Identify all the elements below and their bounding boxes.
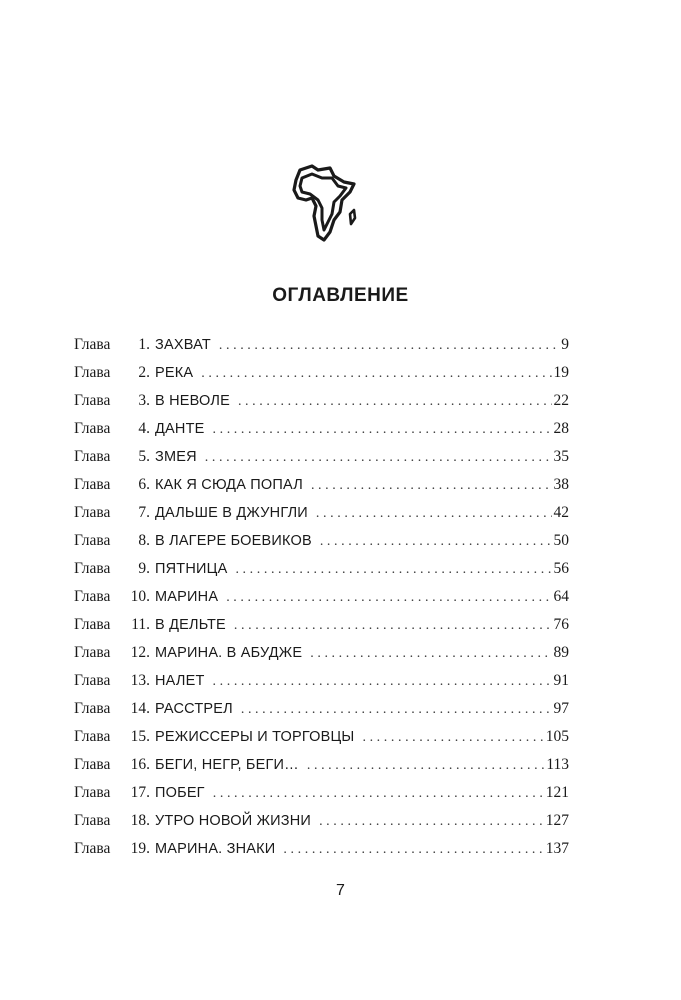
toc-dot-leader	[311, 478, 552, 494]
toc-chapter-word: Глава	[74, 644, 111, 661]
toc-chapter-number: 15.	[130, 728, 150, 745]
toc-chapter-number: 5.	[138, 448, 150, 465]
toc-page-number: 137	[545, 840, 569, 857]
toc-dot-leader	[213, 786, 544, 802]
toc-chapter-word: Глава	[74, 476, 111, 493]
toc-chapter-title: КАК Я СЮДА ПОПАЛ	[155, 477, 303, 493]
toc-dot-leader	[201, 366, 551, 382]
toc-page-number: 50	[553, 532, 569, 549]
toc-chapter-number: 10.	[130, 588, 150, 605]
africa-map-icon	[278, 156, 362, 246]
toc-chapter-number: 16.	[130, 756, 150, 773]
toc-chapter-word: Глава	[74, 784, 111, 801]
toc-chapter-number: 2.	[138, 364, 150, 381]
toc-chapter-number: 6.	[138, 476, 150, 493]
toc-entry	[74, 336, 569, 364]
toc-chapter-number: 14.	[130, 700, 150, 717]
toc-chapter-title: ЗАХВАТ	[155, 337, 211, 353]
toc-chapter-word: Глава	[74, 728, 111, 745]
toc-chapter-number: 11.	[131, 616, 150, 633]
toc-chapter-word: Глава	[74, 840, 111, 857]
toc-dot-leader	[213, 674, 552, 690]
toc-entry	[74, 784, 569, 812]
toc-page-number: 105	[545, 728, 569, 745]
toc-chapter-word: Глава	[74, 448, 111, 465]
toc-dot-leader	[226, 590, 551, 606]
toc-page-number: 22	[553, 392, 569, 409]
toc-entry	[74, 476, 569, 504]
toc-page-number: 19	[553, 364, 569, 381]
toc-page-number: 9	[561, 336, 569, 353]
toc-entry	[74, 504, 569, 532]
toc-chapter-word: Глава	[74, 364, 111, 381]
toc-page-number: 56	[553, 560, 569, 577]
toc-entry	[74, 644, 569, 672]
toc-entry	[74, 728, 569, 756]
toc-page-number: 89	[553, 644, 569, 661]
toc-chapter-word: Глава	[74, 560, 111, 577]
toc-page-number: 42	[553, 504, 569, 521]
toc-dot-leader	[316, 506, 552, 522]
toc-chapter-number: 19.	[130, 840, 150, 857]
toc-dot-leader	[238, 394, 552, 410]
toc-chapter-word: Глава	[74, 336, 111, 353]
toc-dot-leader	[320, 534, 552, 550]
toc-chapter-title: УТРО НОВОЙ ЖИЗНИ	[155, 813, 312, 829]
toc-chapter-number: 17.	[130, 784, 150, 801]
toc-chapter-title: ПЯТНИЦА	[155, 561, 228, 577]
toc-entry	[74, 560, 569, 588]
toc-dot-leader	[241, 702, 552, 718]
toc-chapter-word: Глава	[74, 756, 111, 773]
toc-chapter-title: ДАЛЬШЕ В ДЖУНГЛИ	[155, 505, 308, 521]
toc-chapter-title: МАРИНА. ЗНАКИ	[155, 841, 276, 857]
toc-chapter-title: МАРИНА	[155, 589, 219, 605]
toc-chapter-title: БЕГИ, НЕГР, БЕГИ…	[155, 757, 299, 773]
toc-chapter-title: РЕЖИССЕРЫ И ТОРГОВЦЫ	[155, 729, 355, 745]
toc-entry	[74, 672, 569, 700]
toc-chapter-word: Глава	[74, 812, 111, 829]
toc-chapter-number: 4.	[138, 420, 150, 437]
toc-chapter-word: Глава	[74, 420, 111, 437]
toc-dot-leader	[362, 730, 543, 746]
toc-chapter-number: 18.	[130, 812, 150, 829]
toc-page-number: 121	[545, 784, 569, 801]
toc-dot-leader	[319, 814, 544, 830]
toc-entry	[74, 840, 569, 868]
toc-page-number: 76	[553, 616, 569, 633]
toc-chapter-title: РЕКА	[155, 365, 194, 381]
toc-chapter-number: 8.	[138, 532, 150, 549]
toc-chapter-title: В НЕВОЛЕ	[155, 393, 230, 409]
toc-entry	[74, 700, 569, 728]
toc-entry	[74, 532, 569, 560]
toc-chapter-title: НАЛЕТ	[155, 673, 205, 689]
toc-entry	[74, 616, 569, 644]
toc-page-number: 38	[553, 476, 569, 493]
toc-chapter-number: 13.	[130, 672, 150, 689]
toc-page-number: 28	[553, 420, 569, 437]
toc-chapter-number: 9.	[138, 560, 150, 577]
toc-dot-leader	[213, 422, 552, 438]
toc-chapter-number: 7.	[138, 504, 150, 521]
toc-chapter-word: Глава	[74, 588, 111, 605]
toc-chapter-word: Глава	[74, 672, 111, 689]
toc-page-number: 127	[545, 812, 569, 829]
toc-dot-leader	[219, 338, 559, 354]
toc-entry	[74, 364, 569, 392]
toc-page-number: 35	[553, 448, 569, 465]
toc-chapter-title: В ДЕЛЬТЕ	[155, 617, 226, 633]
toc-chapter-word: Глава	[74, 700, 111, 717]
page-number: 7	[336, 882, 345, 899]
toc-dot-leader	[234, 618, 552, 634]
toc-chapter-title: ЗМЕЯ	[155, 449, 197, 465]
toc-chapter-word: Глава	[74, 616, 111, 633]
toc-page-number: 91	[553, 672, 569, 689]
toc-dot-leader	[283, 842, 543, 858]
toc-entry	[74, 588, 569, 616]
toc-dot-leader	[310, 646, 551, 662]
toc-chapter-number: 1.	[138, 336, 150, 353]
toc-chapter-number: 3.	[138, 392, 150, 409]
toc-chapter-title: РАССТРЕЛ	[155, 701, 233, 717]
toc-chapter-number: 12.	[130, 644, 150, 661]
toc-chapter-word: Глава	[74, 532, 111, 549]
toc-list	[74, 336, 569, 868]
toc-chapter-title: МАРИНА. В АБУДЖЕ	[155, 645, 303, 661]
toc-entry	[74, 812, 569, 840]
toc-dot-leader	[307, 758, 544, 774]
toc-title: ОГЛАВЛЕНИЕ	[272, 285, 409, 306]
toc-page-number: 97	[553, 700, 569, 717]
toc-chapter-word: Глава	[74, 392, 111, 409]
toc-dot-leader	[205, 450, 552, 466]
toc-entry	[74, 448, 569, 476]
toc-entry	[74, 420, 569, 448]
toc-chapter-title: ДАНТЕ	[155, 421, 205, 437]
toc-dot-leader	[235, 562, 551, 578]
toc-chapter-title: ПОБЕГ	[155, 785, 205, 801]
toc-chapter-word: Глава	[74, 504, 111, 521]
toc-chapter-title: В ЛАГЕРЕ БОЕВИКОВ	[155, 533, 312, 549]
toc-entry	[74, 392, 569, 420]
toc-page-number: 113	[546, 756, 569, 773]
toc-page-number: 64	[553, 588, 569, 605]
toc-entry	[74, 756, 569, 784]
